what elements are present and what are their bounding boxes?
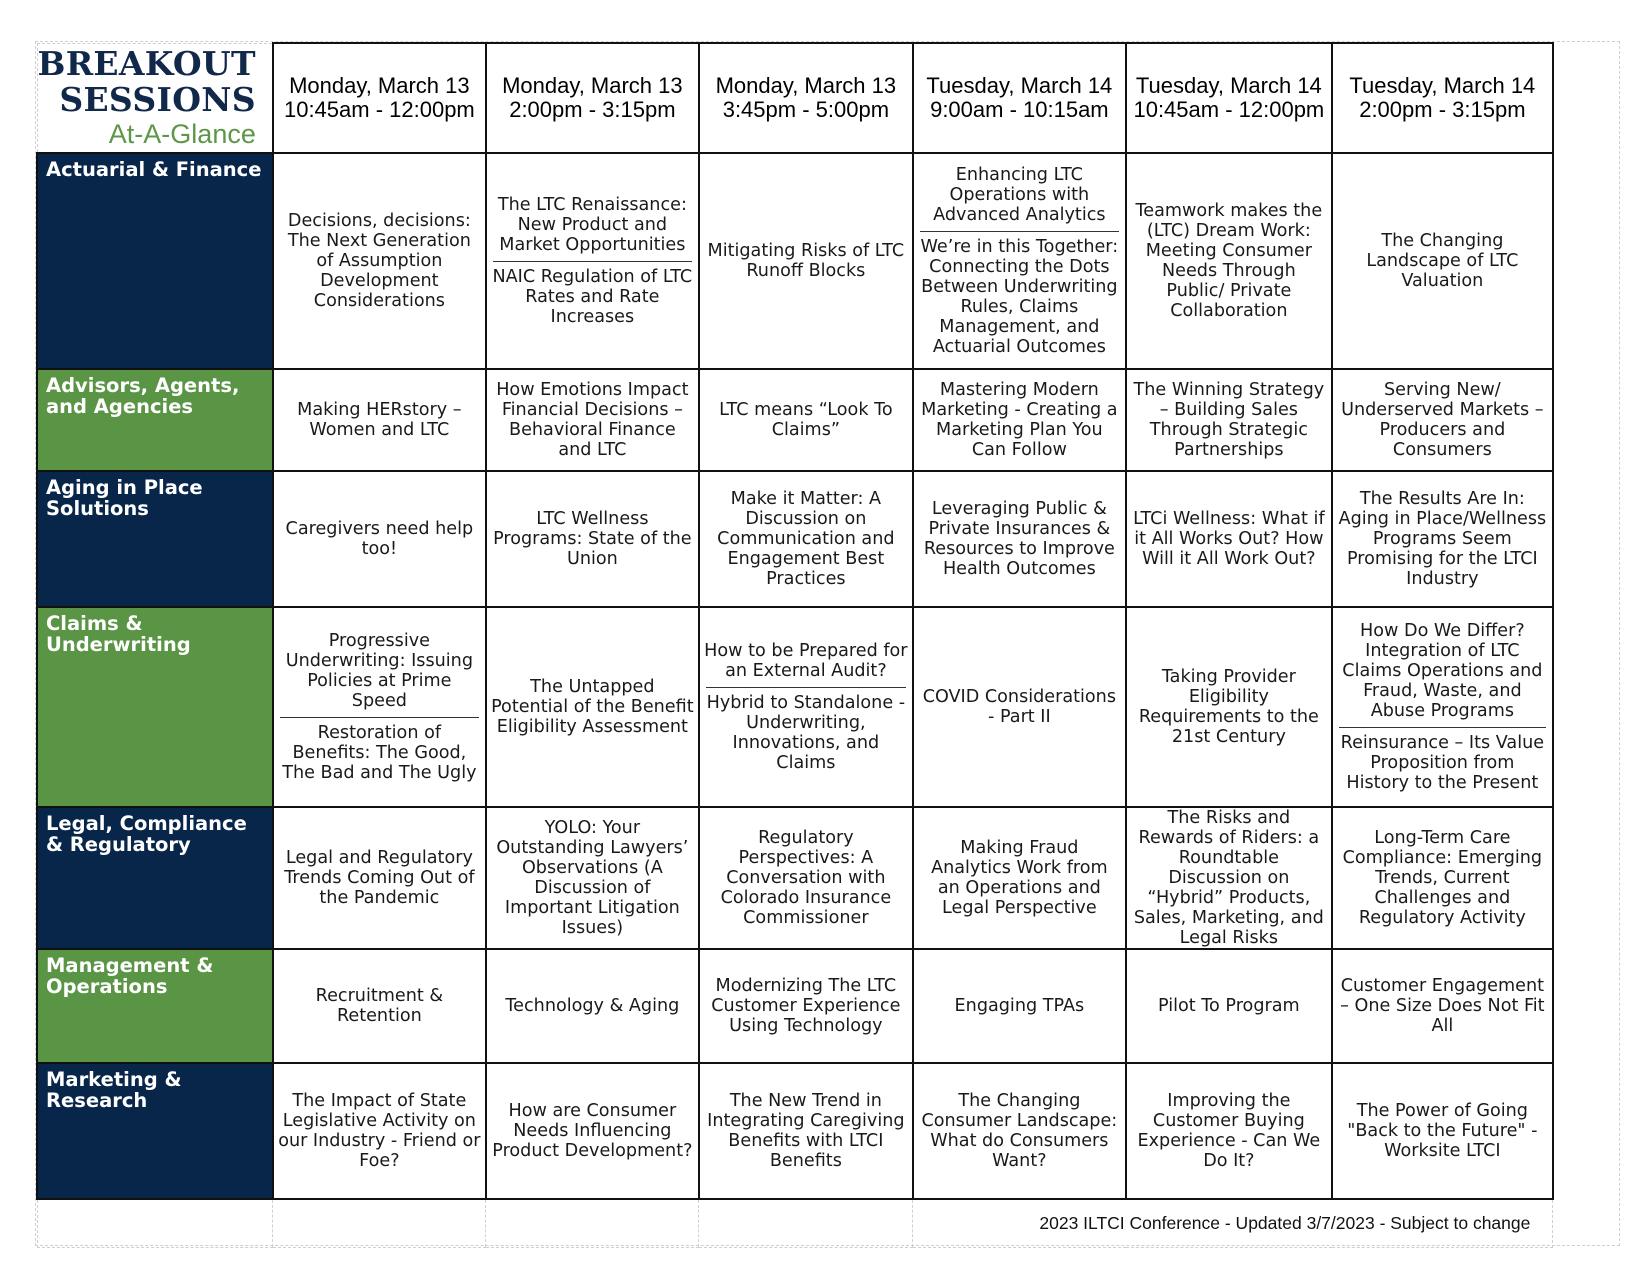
category-label: Management & Operations <box>37 949 273 1063</box>
column-header <box>1126 43 1332 153</box>
session-cell <box>913 949 1126 1063</box>
session-cell <box>1126 471 1332 607</box>
column-header <box>273 43 486 153</box>
session-title: The New Trend in Integrating Caregiving Benefits with LTCI Benefits <box>707 1091 905 1171</box>
session-cell <box>1332 369 1553 471</box>
session-title: Progressive Underwriting: Issuing Policies at Prime Speed <box>285 631 473 711</box>
session-title: LTC means “Look To Claims” <box>719 400 893 440</box>
session-title: Serving New/ Underserved Markets – Producers and Consumers <box>1341 380 1544 460</box>
column-header <box>699 43 913 153</box>
session-cell <box>486 1063 699 1199</box>
session-title: The Changing Landscape of LTC Valuation <box>1366 231 1519 291</box>
session-cell <box>273 471 486 607</box>
footer-spacer <box>37 1199 273 1247</box>
session-title: Caregivers need help too! <box>285 519 474 559</box>
session-cell <box>913 153 1126 369</box>
session-title: Restoration of Benefits: The Good, The Bad and The Ugly <box>282 723 477 783</box>
column-time: 2:00pm - 3:15pm <box>509 97 676 122</box>
title-block <box>37 43 273 153</box>
session-title: Mastering Modern Marketing - Creating a Marketing Plan You Can Follow <box>921 380 1118 460</box>
session-cell <box>273 153 486 369</box>
session-title: How Emotions Impact Financial Decisions – Behavioral Finance and LTC <box>496 380 689 460</box>
session-cell <box>699 1063 913 1199</box>
column-time: 9:00am - 10:15am <box>930 97 1109 122</box>
session-title: NAIC Regulation of LTC Rates and Rate Increases <box>492 267 693 327</box>
session-title: Improving the Customer Buying Experience - Can We Do It? <box>1137 1091 1321 1171</box>
footer-spacer <box>699 1199 913 1247</box>
session-cell <box>273 607 486 807</box>
session-title: The Winning Strategy – Building Sales Through Strategic Partnerships <box>1133 380 1325 460</box>
session-divider <box>493 261 692 262</box>
column-day: Monday, March 13 <box>502 73 683 98</box>
footer-row <box>37 1199 1553 1247</box>
session-cell <box>1126 369 1332 471</box>
column-time: 2:00pm - 3:15pm <box>1359 97 1526 122</box>
column-time: 10:45am - 12:00pm <box>1133 97 1325 122</box>
column-time: 10:45am - 12:00pm <box>283 97 475 122</box>
session-cell <box>1332 807 1553 949</box>
session-title: COVID Considerations - Part II <box>922 687 1117 727</box>
session-cell <box>699 369 913 471</box>
session-cell <box>699 949 913 1063</box>
category-row <box>37 369 1553 471</box>
session-title: Making HERstory – Women and LTC <box>297 400 462 440</box>
session-title: Mitigating Risks of LTC Runoff Blocks <box>707 241 905 281</box>
footer-note: 2023 ILTCI Conference - Updated 3/7/2023 - Subject to change <box>913 1199 1553 1247</box>
session-title: LTC Wellness Programs: State of the Union <box>493 509 692 569</box>
session-title: Technology & Aging <box>505 996 680 1016</box>
session-title: The Impact of State Legislative Activity on our Industry - Friend or Foe? <box>278 1091 481 1171</box>
session-divider <box>280 717 479 718</box>
session-cell <box>1126 1063 1332 1199</box>
session-divider <box>920 231 1119 232</box>
session-title: The Untapped Potential of the Benefit Eligibility Assessment <box>491 677 694 737</box>
session-title: Pilot To Program <box>1158 996 1300 1016</box>
session-cell <box>273 1063 486 1199</box>
header-row <box>37 43 1553 153</box>
session-title: How to be Prepared for an External Audit? <box>704 641 908 681</box>
session-title: Leveraging Public & Private Insurances & Resources to Improve Health Outcomes <box>923 499 1115 579</box>
session-cell <box>1332 949 1553 1063</box>
session-title: How Do We Differ? Integration of LTC Claims Operations and Fraud, Waste, and Abuse Programs <box>1342 621 1543 721</box>
category-label: Advisors, Agents, and Agencies <box>37 369 273 471</box>
session-cell <box>913 807 1126 949</box>
category-label: Aging in Place Solutions <box>37 471 273 607</box>
category-label: Legal, Compliance & Regulatory <box>37 807 273 949</box>
session-title: How are Consumer Needs Influencing Product Development? <box>492 1101 693 1161</box>
session-cell <box>1126 153 1332 369</box>
session-cell <box>486 807 699 949</box>
category-label: Actuarial & Finance <box>37 153 273 369</box>
session-cell <box>699 807 913 949</box>
session-cell <box>913 607 1126 807</box>
column-header <box>1332 43 1553 153</box>
session-cell <box>1332 471 1553 607</box>
session-title: LTCi Wellness: What if it All Works Out? How Will it All Work Out? <box>1133 509 1325 569</box>
session-cell <box>913 471 1126 607</box>
session-cell <box>486 153 699 369</box>
session-title: The Risks and Rewards of Riders: a Roundtable Discussion on “Hybrid” Products, Sales, Marketing, and Legal Risks <box>1133 808 1324 948</box>
session-cell <box>699 607 913 807</box>
session-title: The Power of Going "Back to the Future" - Worksite LTCI <box>1347 1101 1538 1161</box>
session-title: Make it Matter: A Discussion on Communication and Engagement Best Practices <box>717 489 895 589</box>
session-cell <box>273 807 486 949</box>
session-title: We’re in this Together: Connecting the Dots Between Underwriting Rules, Claims Management, and Actuarial Outcomes <box>920 237 1119 357</box>
session-divider <box>706 687 906 688</box>
session-cell <box>1332 1063 1553 1199</box>
session-cell <box>486 607 699 807</box>
column-day: Monday, March 13 <box>289 73 470 98</box>
column-day: Monday, March 13 <box>715 73 897 98</box>
session-cell <box>1332 607 1553 807</box>
column-day: Tuesday, March 14 <box>1135 73 1322 98</box>
session-title: Enhancing LTC Operations with Advanced Analytics <box>933 165 1106 225</box>
session-cell <box>1126 607 1332 807</box>
session-cell <box>273 949 486 1063</box>
session-cell <box>486 369 699 471</box>
session-cell <box>699 153 913 369</box>
title-line-2: SESSIONS <box>59 79 256 119</box>
session-cell <box>1126 807 1332 949</box>
session-title: The LTC Renaissance: New Product and Market Opportunities <box>497 195 687 255</box>
title-subtitle: At-A-Glance <box>108 118 256 149</box>
session-cell <box>486 949 699 1063</box>
session-title: Teamwork makes the (LTC) Dream Work: Meeting Consumer Needs Through Public/ Private Collaboration <box>1135 201 1323 321</box>
session-cell <box>1126 949 1332 1063</box>
category-row <box>37 807 1553 949</box>
session-title: YOLO: Your Outstanding Lawyers’ Observations (A Discussion of Important Litigation Issues) <box>496 818 689 938</box>
column-header <box>486 43 699 153</box>
column-time: 3:45pm - 5:00pm <box>722 97 890 122</box>
session-title: Long-Term Care Compliance: Emerging Trends, Current Challenges and Regulatory Activity <box>1342 828 1543 928</box>
session-title: Engaging TPAs <box>954 996 1085 1016</box>
session-divider <box>1339 727 1546 728</box>
session-cell <box>1332 153 1553 369</box>
session-title: Recruitment & Retention <box>315 986 444 1026</box>
session-title: Taking Provider Eligibility Requirements to the 21st Century <box>1138 667 1319 747</box>
session-cell <box>486 471 699 607</box>
session-title: Making Fraud Analytics Work from an Operations and Legal Perspective <box>931 838 1108 918</box>
category-label: Marketing & Research <box>37 1063 273 1199</box>
title-line-1: BREAKOUT <box>37 43 256 83</box>
column-day: Tuesday, March 14 <box>926 73 1113 98</box>
session-title: Decisions, decisions: The Next Generation of Assumption Development Considerations <box>287 211 471 311</box>
session-cell <box>913 369 1126 471</box>
footer-spacer <box>486 1199 699 1247</box>
category-row <box>37 607 1553 807</box>
category-row <box>37 153 1553 369</box>
session-title: Legal and Regulatory Trends Coming Out of the Pandemic <box>284 848 475 908</box>
session-cell <box>913 1063 1126 1199</box>
session-title: Modernizing The LTC Customer Experience Using Technology <box>711 976 901 1036</box>
schedule-grid <box>36 42 1554 1248</box>
session-title: The Changing Consumer Landscape: What do Consumers Want? <box>921 1091 1118 1171</box>
session-title: Customer Engagement – One Size Does Not Fit All <box>1340 976 1545 1036</box>
category-row <box>37 471 1553 607</box>
category-row <box>37 1063 1553 1199</box>
session-cell <box>699 471 913 607</box>
footer-spacer <box>273 1199 486 1247</box>
session-title: Hybrid to Standalone - Underwriting, Innovations, and Claims <box>706 693 906 773</box>
column-day: Tuesday, March 14 <box>1349 73 1536 98</box>
session-title: The Results Are In: Aging in Place/Wellness Programs Seem Promising for the LTCI Industry <box>1338 489 1547 589</box>
category-row <box>37 949 1553 1063</box>
session-cell <box>273 369 486 471</box>
column-header <box>913 43 1126 153</box>
session-title: Reinsurance – Its Value Proposition from History to the Present <box>1340 733 1545 793</box>
category-label: Claims & Underwriting <box>37 607 273 807</box>
session-title: Regulatory Perspectives: A Conversation with Colorado Insurance Commissioner <box>720 828 892 928</box>
